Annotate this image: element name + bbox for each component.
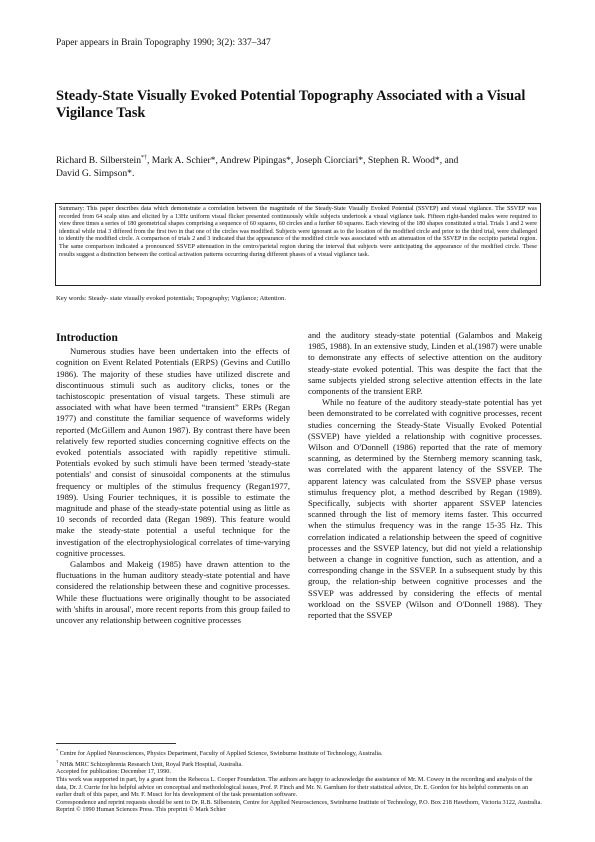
footnote-affiliation-2 bbox=[56, 758, 544, 769]
keywords: Key words: Steady- state visually evoked potentials; Topography; Vigilance; Attention. bbox=[56, 295, 287, 302]
footnote-divider bbox=[56, 743, 176, 744]
author-affiliation-mark: *† bbox=[141, 155, 147, 161]
abstract-box bbox=[55, 203, 541, 286]
left-column bbox=[56, 333, 290, 626]
footnote-acknowledgements: This work was supported in part, by a grant from the Rebecca L. Cooper Foundation. The authors are happy to acknowledge the assistance of Mr. M. Cowey in the recording and analysis of the data, Dr. J. Currie for his helpful advice on conceptual and methodological issues, Prof. P. Finch and Mr. N. Garnham for their statistical advice, Dr. E. Gordon for his helpful comments on an earlier draft of this paper, and Mr. F. Musci for his development of the task presentation software. bbox=[56, 775, 533, 799]
footnote-correspondence: Correspondence and reprint requests should be sent to Dr. R.B. Silberstein, Centre for Applied Neurosciences, Swinburne Institute of Technology, P.O. Box 218 Hawthorn, Victoria 3122, Australia. bbox=[56, 798, 542, 806]
footnote-text: NH& MRC Schizophrenia Research Unit, Royal Park Hospital, Australia. bbox=[59, 760, 243, 768]
author-list bbox=[56, 152, 536, 180]
abstract-text: Summary: This paper describes data which demonstrate a correlation between the magnitude of the Steady-State Visually Evoked Potential (SSVEP) and visual vigilance. The SSVEP was recorded from 64 scalp sites and elicited by a 13Hz uniform visual flicker presented continuously while subjects undertook a visual vigilance task. Fifteen right-handed males were required to view three times a series of 180 geometrical shapes comprising a sequence of 60 squares, 60 circles and a further 60 squares. Each viewing of the 180 shapes constituted a trial. Trials 1 and 2 were identical while trial 3 differed from the first two in that one of the circles was modified. Subjects were ignorant as to the location of the modified circle and prior to the third trial, were challenged to identify the modified circle. A comparison of trials 2 and 3 indicated that the appearance of the modified circle was associated with an attenuation of the SSVEP in the occipito parietal region. The same comparison indicated a pronounced SSVEP attenuation in the centro/parietal region during the interval that subjects were anticipating the appearance of the modified circle. These results suggest a distinction between the cortical activation patterns occurring during different phases of a visual vigilance task. bbox=[59, 206, 537, 258]
footnote-text: Centre for Applied Neurosciences, Physics Department, Faculty of Applied Science, Swinburne Institute of Technology, Australia. bbox=[59, 750, 383, 758]
paper-title: Steady-State Visually Evoked Potential Topography Associated with a Visual Vigilance Task bbox=[56, 88, 526, 121]
footnote-copyright: Reprint © 1990 Human Sciences Press. This preprint © Mark Schier bbox=[56, 806, 226, 814]
intro-paragraph-3: While no feature of the auditory steady-state potential has yet been demonstrated to be correlated with cognitive processes, recent studies concerning the Steady-State Visually Evoked Potential (SSVEP) have yielded a relationship with cognitive processes. Wilson and O'Donnell (1986) reported that the rate of memory scanning, as determined by the Sternberg memory scanning task, was correlated with the apparent latency of the SSVEP. The apparent latency was calculated from the SSVEP phase versus stimulus frequency plot, a method described by Regan (1989). Specifically, subjects with shorter apparent SSVEP latencies scanned through the list of memory items faster. This occurred when the stimulus frequency was in the range 15-35 Hz. This correlation indicated a relationship between the speed of cognitive processes and the SSVEP latency, but did not yield a relationship between a change in cognitive function, such as attention, and a corresponding change in the SSVEP. In a subsequent study by this group, the relation-ship between cognitive processes and the SSVEP was addressed by considering the effects of mental workload on the SSVEP (Wilson and O'Donnell 1988). They reported that the SSVEP bbox=[308, 397, 542, 621]
intro-paragraph-2-continued: and the auditory steady-state potential (Galambos and Makeig 1985, 1988). In an extensive study, Linden et al.(1987) were unable to demonstrate any effects of selective attention on the auditory steady-state evoked potential. This was despite the fact that the same subjects yielded strong selective attention effects in the late components of the transient ERP. bbox=[308, 330, 542, 397]
footnote-mark: * bbox=[56, 748, 59, 753]
footnote-affiliation-1 bbox=[56, 747, 544, 758]
author-list-line2: David G. Simpson*. bbox=[56, 168, 135, 180]
author-first: Richard B. Silberstein bbox=[56, 155, 141, 167]
footnote-accepted: Accepted for publication: December 17, 1990. bbox=[56, 768, 171, 776]
intro-paragraph-2: Galambos and Makeig (1985) have drawn attention to the fluctuations in the human auditory steady-state potential and have considered the relationship between these and cognitive processes. While these fluctuations were originally thought to be associated with 'shifts in arousal', more recent reports from this group failed to uncover any relationship between cognitive processes bbox=[56, 559, 290, 626]
section-heading-introduction: Introduction bbox=[56, 332, 118, 344]
journal-citation: Paper appears in Brain Topography 1990; 3(2): 337–347 bbox=[56, 38, 271, 48]
footnotes bbox=[56, 747, 544, 814]
right-column bbox=[308, 330, 542, 621]
author-list-line1: , Mark A. Schier*, Andrew Pipingas*, Joseph Ciorciari*, Stephen R. Wood*, and bbox=[147, 155, 459, 167]
footnote-mark: † bbox=[56, 758, 59, 764]
intro-paragraph-1: Numerous studies have been undertaken into the effects of cognition on Event Related Potentials (ERPS) (Gevins and Cutillo 1986). The majority of these studies have utilized discrete and discontinuous stimuli such as auditory clicks, tones or the tachistoscopic presentation of visual targets. These stimuli are associated with what have been termed “transient” ERPs (Regan 1977) and constitute the familiar sequence of waveforms widely reported (McGillem and Aunon 1987). By contrast there have been relatively few reported studies concerning cognitive effects on the evoked potentials associated with rapidly repetitive stimuli. Potentials evoked by such stimuli have been termed 'steady-state potentials' and consist of sinusoidal components at the stimulus frequency or multiples of the stimulus frequency (Regan1977, 1989). Using Fourier techniques, it is possible to estimate the magnitude and phase of the steady-state potential using as little as 10 seconds of recorded data (Regan 1989). This feature would make the steady-state potential a useful technique for the investigation of the electrophysiological correlates of time-varying cognitive processes. bbox=[56, 346, 290, 558]
